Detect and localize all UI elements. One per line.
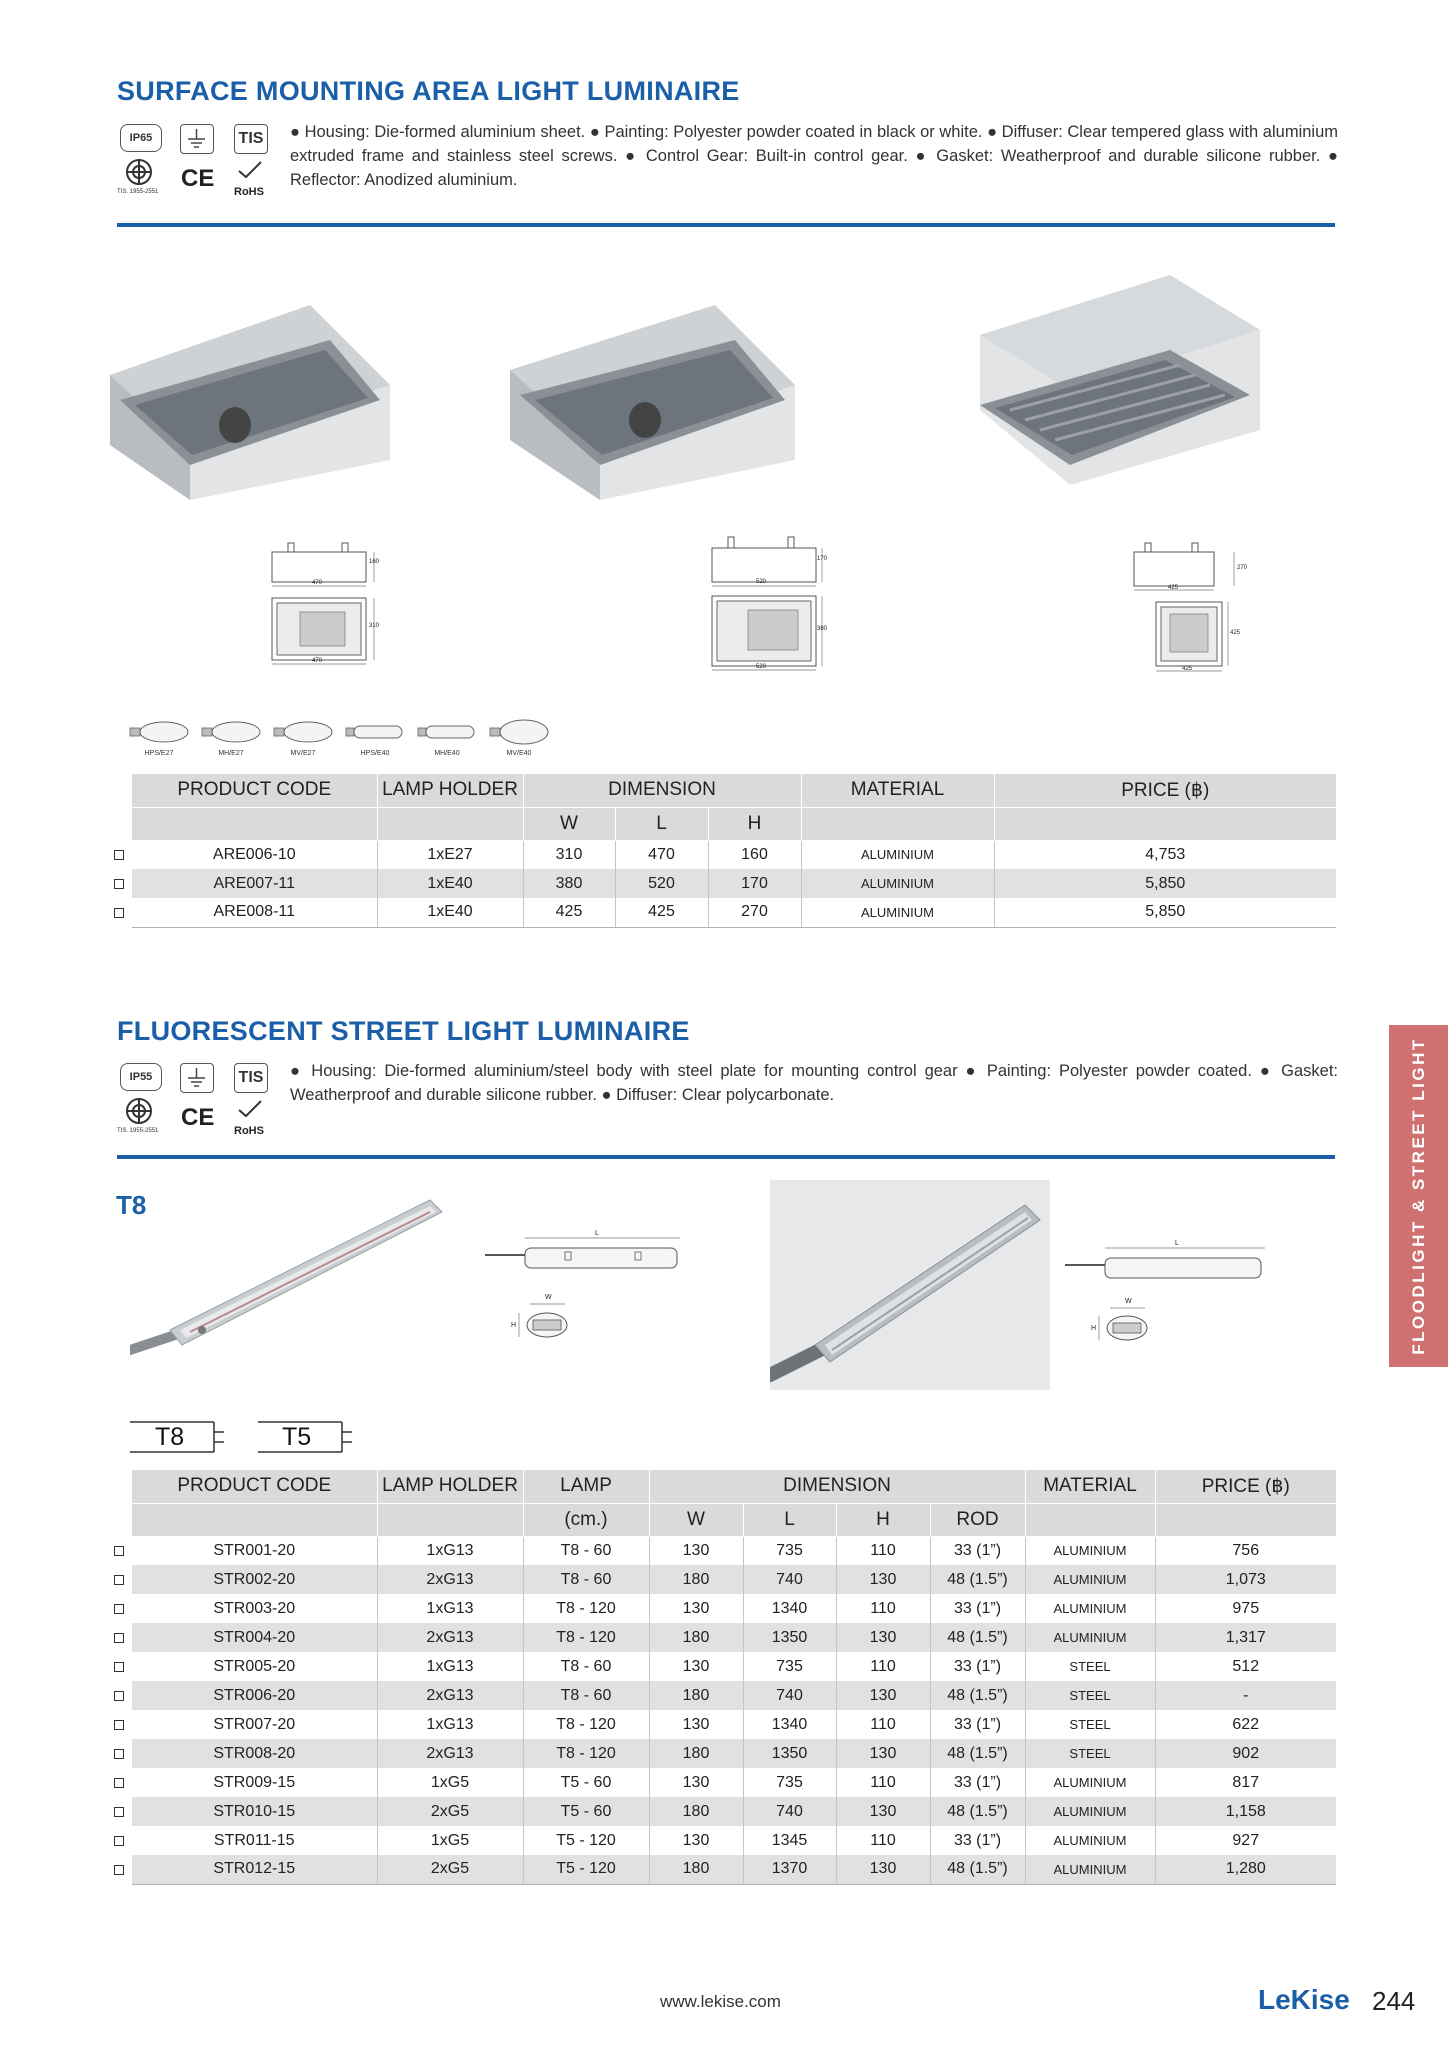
header-dimension: DIMENSION [523,774,801,807]
cell-l: 1350 [743,1739,836,1768]
row-checkbox[interactable] [114,1836,124,1846]
ce-mark: CE [181,1104,215,1131]
header-l: L [743,1503,836,1536]
ip-rating-badge: IP55 [120,1063,162,1091]
table-street-light [132,1470,1336,1885]
row-checkbox[interactable] [114,1720,124,1730]
header-price: PRICE (฿) [1155,1470,1336,1503]
table-row [132,1855,1336,1884]
section-title-street: FLUORESCENT STREET LIGHT LUMINAIRE [117,1016,690,1046]
cell-w: 425 [523,898,615,927]
cell-holder: 2xG5 [377,1797,523,1826]
row-checkbox[interactable] [114,1575,124,1585]
cell-lamp: T8 - 120 [523,1623,649,1652]
cell-l: 740 [743,1565,836,1594]
table-row [132,1565,1336,1594]
tis-mark-icon [125,1097,153,1125]
cell-w: 180 [649,1681,743,1710]
cell-price: 817 [1232,1773,1260,1791]
cell-rod: 48 (1.5”) [930,1681,1025,1710]
dim-front-h: 270 [1237,565,1248,571]
cell-lamp: T8 - 60 [523,1536,649,1565]
header-lamp-unit: (cm.) [523,1503,649,1536]
header-h: H [836,1503,930,1536]
cell-material: ALUMINIUM [1025,1623,1155,1652]
cell-lamp: T5 - 60 [523,1768,649,1797]
bulb-icon [488,718,550,751]
header-rod: ROD [930,1503,1025,1536]
cell-holder: 1xE40 [377,869,523,898]
cell-lamp: T8 - 60 [523,1565,649,1594]
cell-w: 130 [649,1594,743,1623]
rohs-label: RoHS [234,186,264,198]
cell-l: 740 [743,1797,836,1826]
dim-w: W [1125,1298,1132,1305]
cell-holder: 2xG13 [377,1623,523,1652]
cell-w: 130 [649,1710,743,1739]
cell-h: 110 [836,1768,930,1797]
bulb-icon [272,720,334,749]
cell-price: 622 [1232,1715,1260,1733]
row-checkbox[interactable] [114,879,124,889]
lamp-label: MV/E40 [506,750,532,757]
cell-h: 130 [836,1623,930,1652]
cell-price: - [1155,1681,1336,1710]
row-checkbox[interactable] [114,1604,124,1614]
tis-badge: TIS [234,124,268,154]
product-image-t8 [130,1160,450,1360]
cell-w: 380 [523,869,615,898]
cell-h: 130 [836,1855,930,1884]
cell-h: 110 [836,1652,930,1681]
cell-h: 130 [836,1565,930,1594]
cell-holder: 1xG13 [377,1652,523,1681]
cell-l: 1345 [743,1826,836,1855]
cell-holder: 1xG5 [377,1826,523,1855]
brand-logo: LeKise [1258,1984,1350,2015]
cell-holder: 1xE27 [377,840,523,869]
cell-material: ALUMINIUM [1025,1768,1155,1797]
footer-url[interactable]: www.lekise.com [660,1992,781,2011]
tube-label-t5: T5 [282,1423,312,1451]
drawing-t5 [1065,1240,1275,1370]
dim-l: L [595,1230,599,1237]
cell-code: STR002-20 [132,1565,377,1594]
cell-code: STR008-20 [132,1739,377,1768]
cell-w: 310 [523,840,615,869]
dim-front-h: 170 [817,556,828,562]
side-tab [1389,1025,1448,1367]
cell-price: 5,850 [994,869,1336,898]
cell-lamp: T8 - 120 [523,1594,649,1623]
cell-w: 180 [649,1565,743,1594]
description-street: ● Housing: Die-formed aluminium/steel body with steel plate for mounting control gear ● Painting: Polyester powder coated. ● Gasket: Weatherproof and durable silicone rubber. ● Diffuser: Clear polycarbonate. [290,1062,1338,1104]
dim-front-w: 520 [756,579,767,585]
cell-l: 425 [615,898,708,927]
header-h: H [708,807,801,840]
cell-code: STR004-20 [132,1623,377,1652]
table-surface-body [132,840,1336,927]
bulb-icon [200,720,262,749]
cell-lamp: T8 - 120 [523,1739,649,1768]
tis-mark-icon [125,158,153,186]
cell-rod: 48 (1.5”) [930,1855,1025,1884]
bulb-icon [128,720,190,749]
table-row [132,840,1336,869]
cell-price: 512 [1232,1657,1260,1675]
cell-holder: 2xG13 [377,1565,523,1594]
drawing-are008 [1130,540,1260,680]
ce-mark: CE [181,165,215,192]
header-l: L [615,807,708,840]
row-checkbox[interactable] [114,1749,124,1759]
cell-material: STEEL [1025,1652,1155,1681]
tube-bulb-icon [344,724,406,745]
description-surface: ● Housing: Die-formed aluminium sheet. ● Painting: Polyester powder coated in black or white. ● Diffuser: Clear tempered glass with aluminium extruded frame and stainless steel screws. ● Control Gear: Built-in control gear. ● Gasket: Weatherproof and durable silicone rubber. ● Reflector: Anodized aluminium. [290,123,1338,189]
cell-rod: 33 (1”) [930,1768,1025,1797]
header-dimension: DIMENSION [649,1470,1025,1503]
cell-rod: 33 (1”) [930,1594,1025,1623]
header-material: MATERIAL [801,774,994,807]
cell-h: 110 [836,1594,930,1623]
table-row [132,1652,1336,1681]
tis-standard-label: TIS. 1955-2551 [117,189,159,195]
cell-price: 927 [1232,1831,1260,1849]
cell-price: 1,073 [1155,1565,1336,1594]
table-row [132,1681,1336,1710]
row-checkbox[interactable] [114,1662,124,1672]
cell-h: 130 [836,1739,930,1768]
cell-h: 160 [708,840,801,869]
cell-material: ALUMINIUM [1025,1536,1155,1565]
ground-icon [180,1063,214,1093]
cell-material: ALUMINIUM [1025,1594,1155,1623]
cell-l: 1370 [743,1855,836,1884]
cell-lamp: T5 - 120 [523,1855,649,1884]
cell-w: 130 [649,1826,743,1855]
cell-rod: 33 (1”) [930,1826,1025,1855]
side-tab-label: FLOODLIGHT & STREET LIGHT [1408,1037,1428,1355]
cell-h: 110 [836,1710,930,1739]
cell-holder: 2xG5 [377,1855,523,1884]
ground-icon [180,124,214,154]
cell-code: STR010-15 [132,1797,377,1826]
cell-w: 130 [649,1652,743,1681]
cell-price: 902 [1155,1739,1336,1768]
dim-front-h: 160 [369,559,380,565]
table-row [132,1623,1336,1652]
check-icon [237,1099,263,1119]
header-lamp: LAMP [523,1470,649,1503]
dim-top-h: 425 [1230,630,1241,636]
header-lamp-holder: LAMP HOLDER [377,1470,523,1503]
row-checkbox[interactable] [114,1778,124,1788]
tis-standard-label: TIS. 1955-2551 [117,1128,159,1134]
drawing-are006 [270,540,390,670]
cell-rod: 33 (1”) [930,1536,1025,1565]
cell-lamp: T5 - 120 [523,1826,649,1855]
table-row [132,898,1336,927]
dim-top-h: 380 [817,626,828,632]
cell-l: 1350 [743,1623,836,1652]
product-image-t5 [770,1180,1050,1390]
product-image-are008 [970,270,1270,490]
cell-w: 180 [649,1739,743,1768]
cell-price: 1,280 [1155,1855,1336,1884]
tube-label-t8: T8 [155,1423,185,1451]
header-product-code: PRODUCT CODE [132,1470,377,1503]
cell-price: 4,753 [1145,845,1186,863]
drawing-are007 [710,530,840,675]
cell-rod: 33 (1”) [930,1652,1025,1681]
cell-code: STR003-20 [132,1594,377,1623]
cell-code: STR007-20 [132,1710,377,1739]
row-checkbox[interactable] [114,908,124,918]
table-row [132,1826,1336,1855]
dim-top-h: 310 [369,623,380,629]
dim-top-w: 520 [756,664,767,670]
rohs-label: RoHS [234,1125,264,1137]
tis-badge: TIS [234,1063,268,1093]
dim-h: H [1091,1325,1097,1332]
table-row [132,1768,1336,1797]
page-number: 244 [1372,1986,1416,2016]
dim-top-w: 425 [1182,666,1193,672]
cell-w: 130 [649,1768,743,1797]
header-material: MATERIAL [1025,1470,1155,1503]
ip-rating-badge: IP65 [120,124,162,152]
product-image-are006 [100,300,400,500]
cell-l: 470 [615,840,708,869]
section-divider [117,1155,1335,1159]
product-image-are007 [505,300,805,500]
table-row [132,1739,1336,1768]
cell-code: STR011-15 [132,1826,377,1855]
cell-l: 1340 [743,1594,836,1623]
header-price: PRICE (฿) [994,774,1336,807]
check-icon [237,160,263,180]
cell-holder: 2xG13 [377,1739,523,1768]
cell-holder: 1xG13 [377,1536,523,1565]
row-checkbox[interactable] [114,850,124,860]
dim-l: L [1175,1240,1179,1247]
cell-holder: 1xG13 [377,1594,523,1623]
section-divider [117,223,1335,227]
tube-bulb-icon [416,724,478,745]
cell-price: 1,317 [1155,1623,1336,1652]
cell-rod: 48 (1.5”) [930,1797,1025,1826]
cell-w: 180 [649,1797,743,1826]
dim-w: W [545,1294,552,1301]
lamp-label: MH/E27 [218,750,244,757]
cell-lamp: T8 - 60 [523,1681,649,1710]
dim-top-w: 470 [312,658,323,664]
cell-rod: 48 (1.5”) [930,1739,1025,1768]
lamp-label: HPS/E40 [360,750,390,757]
cell-material: ALUMINIUM [1025,1797,1155,1826]
dim-front-w: 425 [1168,585,1179,591]
cell-w: 130 [649,1536,743,1565]
cell-code: STR006-20 [132,1681,377,1710]
cell-holder: 1xG5 [377,1768,523,1797]
drawing-t8 [485,1230,685,1360]
cell-code: STR009-15 [132,1768,377,1797]
cell-h: 170 [708,869,801,898]
table-row [132,1536,1336,1565]
cell-l: 1340 [743,1710,836,1739]
cell-holder: 1xE40 [377,898,523,927]
cell-rod: 48 (1.5”) [930,1565,1025,1594]
cell-code: ARE007-11 [132,869,377,898]
row-checkbox[interactable] [114,1691,124,1701]
lamp-label: MH/E40 [434,750,460,757]
cell-holder: 2xG13 [377,1681,523,1710]
cell-material: STEEL [1025,1739,1155,1768]
cell-h: 270 [708,898,801,927]
cell-h: 130 [836,1681,930,1710]
cell-material: ALUMINIUM [801,898,994,927]
cell-price: 5,850 [994,898,1336,927]
cell-rod: 33 (1”) [930,1710,1025,1739]
cell-w: 180 [649,1623,743,1652]
cell-h: 110 [836,1536,930,1565]
cell-material: ALUMINIUM [801,869,994,898]
cell-l: 735 [743,1768,836,1797]
cell-holder: 1xG13 [377,1710,523,1739]
cell-h: 130 [836,1797,930,1826]
cell-lamp: T8 - 60 [523,1652,649,1681]
cell-l: 735 [743,1536,836,1565]
section-title-surface: SURFACE MOUNTING AREA LIGHT LUMINAIRE [117,76,740,106]
cell-l: 735 [743,1652,836,1681]
row-checkbox[interactable] [114,1546,124,1556]
table-row [132,1594,1336,1623]
table-row [132,869,1336,898]
cell-rod: 48 (1.5”) [930,1623,1025,1652]
cell-code: STR012-15 [132,1855,377,1884]
cell-material: STEEL [1025,1710,1155,1739]
cell-lamp: T8 - 120 [523,1710,649,1739]
header-lamp-holder: LAMP HOLDER [377,774,523,807]
lamp-label: HPS/E27 [144,750,174,757]
header-w: W [649,1503,743,1536]
table-row [132,1797,1336,1826]
row-checkbox[interactable] [114,1865,124,1875]
cell-w: 180 [649,1855,743,1884]
cell-material: ALUMINIUM [1025,1565,1155,1594]
header-w: W [523,807,615,840]
table-row [132,1710,1336,1739]
row-checkbox[interactable] [114,1633,124,1643]
cell-l: 740 [743,1681,836,1710]
cell-lamp: T5 - 60 [523,1797,649,1826]
cell-code: ARE008-11 [132,898,377,927]
cell-material: ALUMINIUM [1025,1855,1155,1884]
cell-code: STR001-20 [132,1536,377,1565]
cell-code: ARE006-10 [132,840,377,869]
cell-price: 1,158 [1155,1797,1336,1826]
variant-label-t8: T8 [116,1190,147,1220]
dim-front-w: 470 [312,580,323,586]
cell-l: 520 [615,869,708,898]
cell-material: STEEL [1025,1681,1155,1710]
cell-material: ALUMINIUM [801,840,994,869]
lamp-label: MV/E27 [290,750,316,757]
cell-code: STR005-20 [132,1652,377,1681]
dim-h: H [511,1322,517,1329]
cell-price: 975 [1232,1599,1260,1617]
table-surface-mount [132,774,1336,928]
cell-price: 756 [1232,1541,1260,1559]
table-street-body [132,1536,1336,1884]
row-checkbox[interactable] [114,1807,124,1817]
cell-h: 110 [836,1826,930,1855]
cell-material: ALUMINIUM [1025,1826,1155,1855]
header-product-code: PRODUCT CODE [132,774,377,807]
